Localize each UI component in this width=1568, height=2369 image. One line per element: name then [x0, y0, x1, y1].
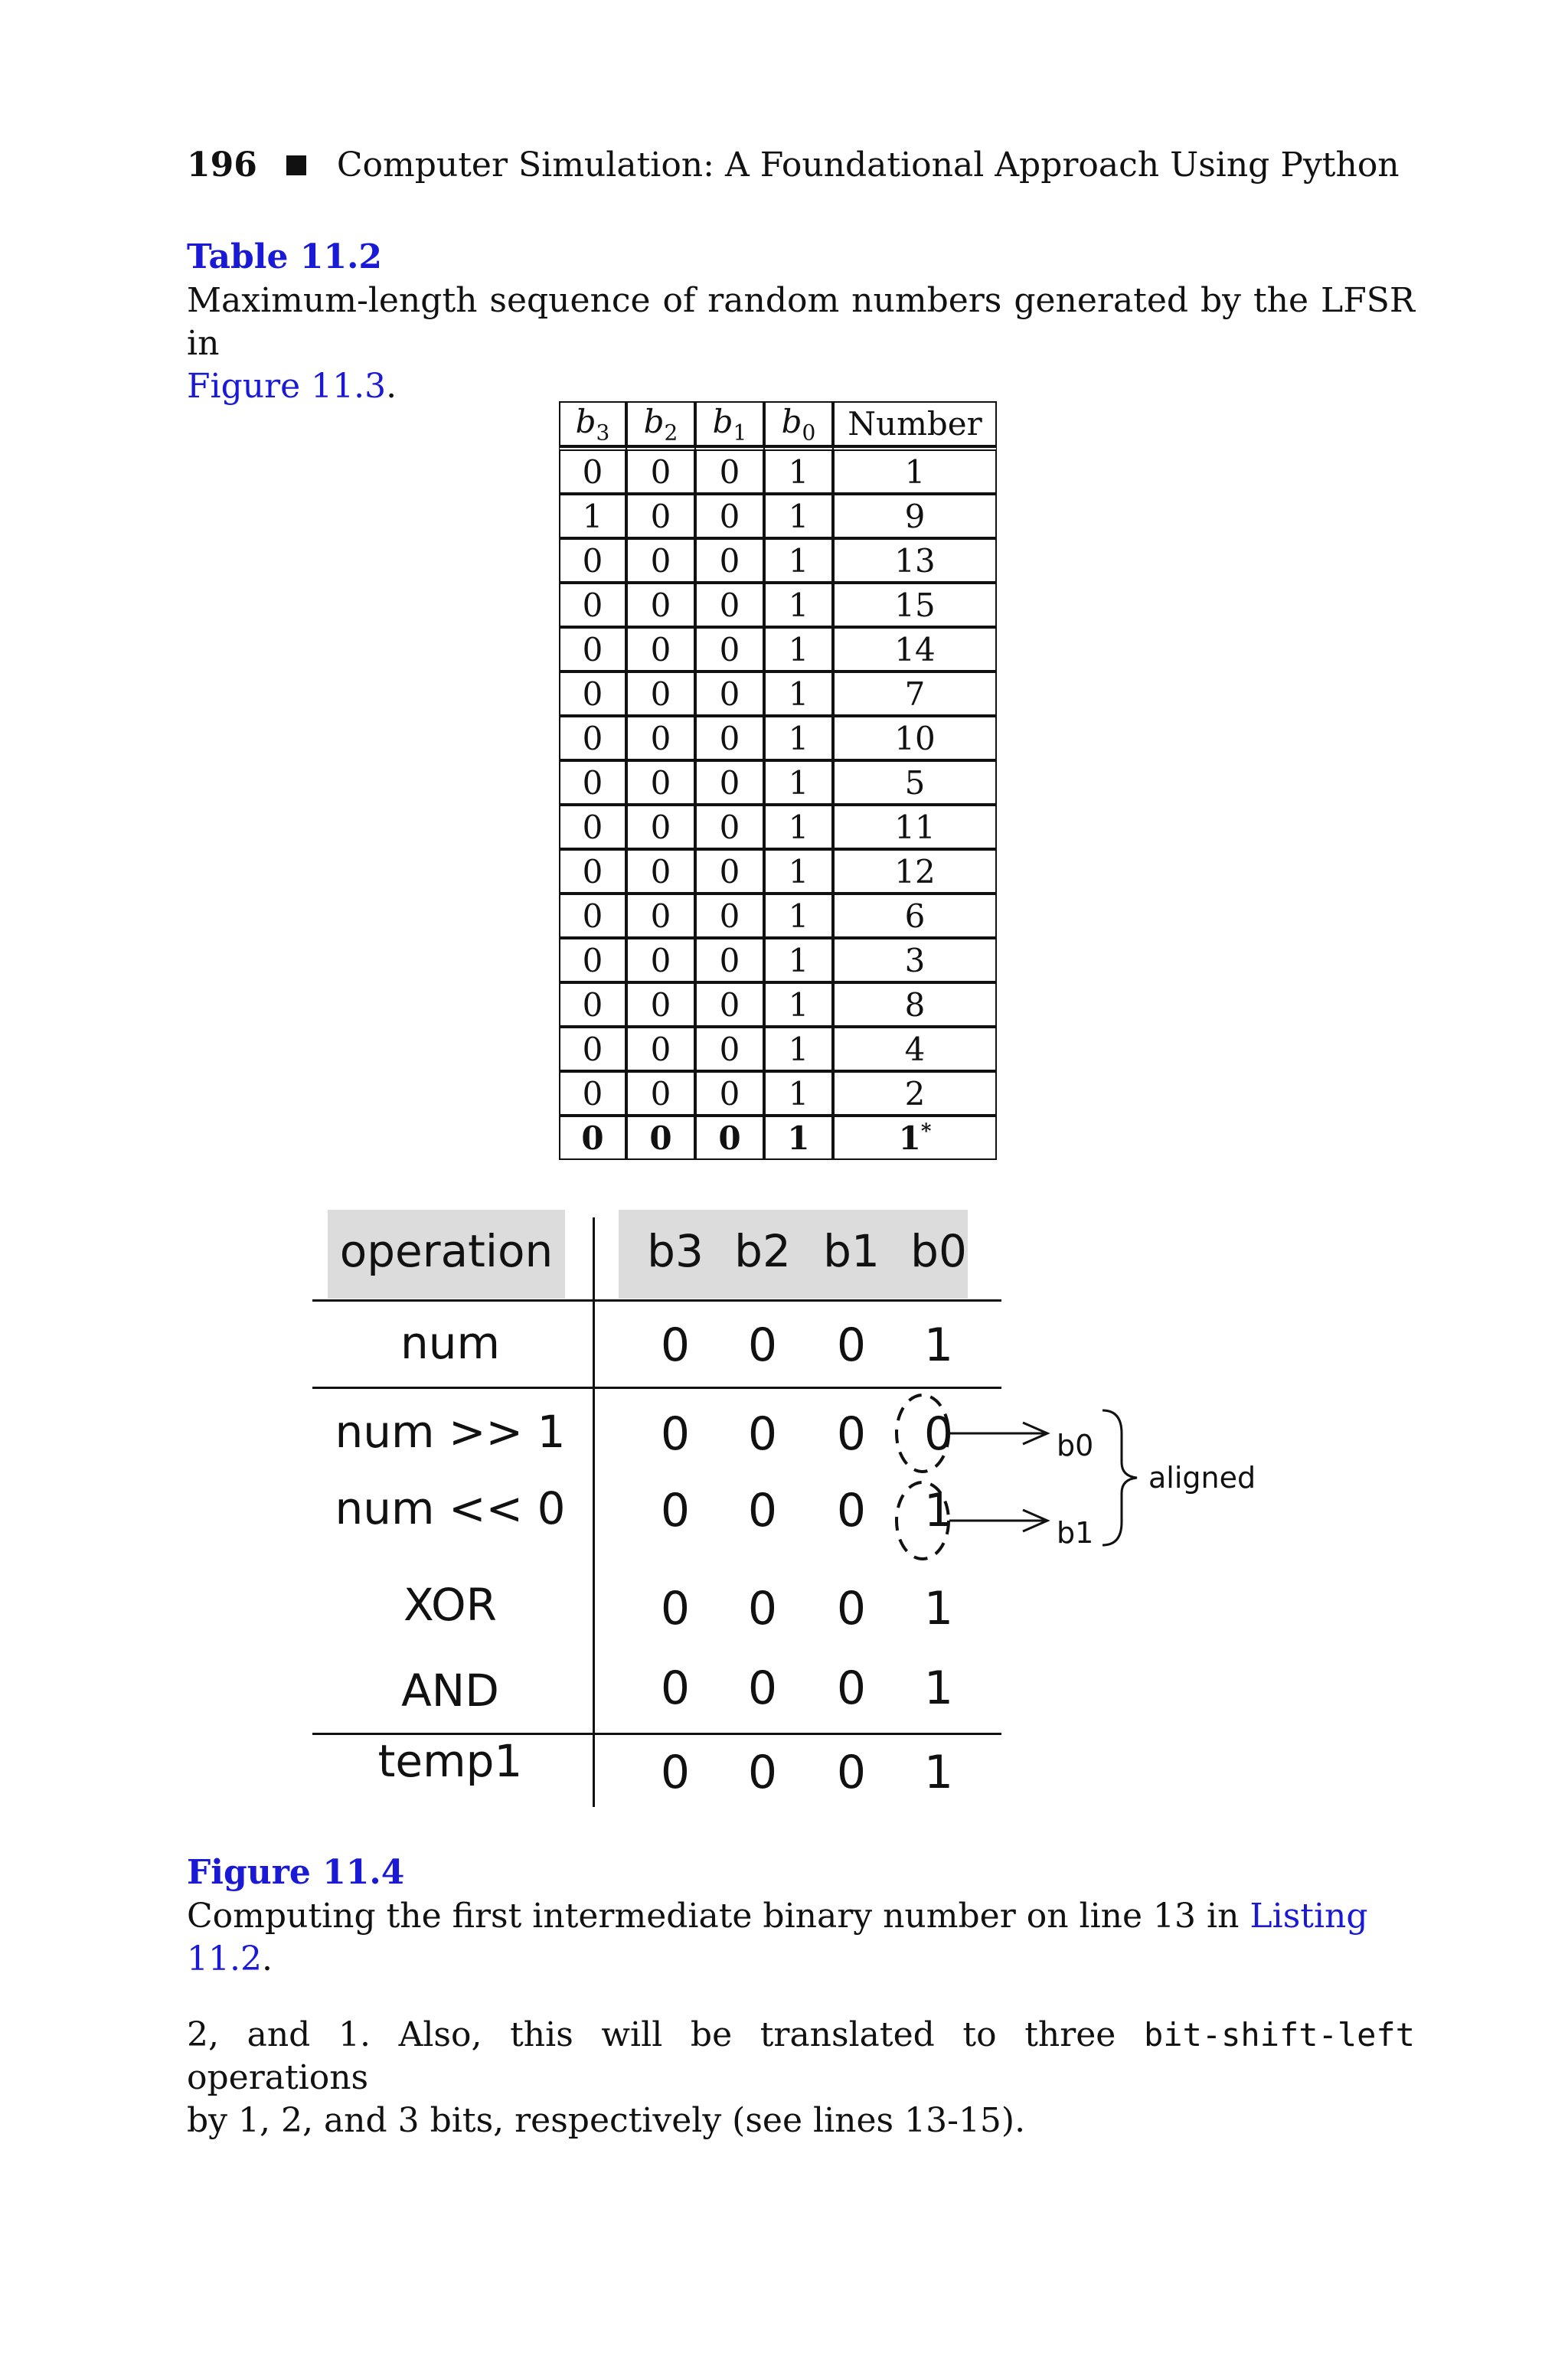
- table-cell: 0: [626, 494, 695, 538]
- table-row: [559, 494, 997, 538]
- bit-value: 0: [660, 1662, 691, 1715]
- table-header-row: [559, 401, 997, 446]
- label-aligned: aligned: [1148, 1461, 1256, 1495]
- bit-header-b2: b2: [734, 1225, 791, 1277]
- table-cell: 7: [833, 671, 997, 716]
- table-cell: 0: [695, 446, 764, 494]
- table-cell: 1: [559, 494, 626, 538]
- bit-value: 0: [660, 1746, 691, 1799]
- table-cell: 1: [764, 938, 833, 982]
- label-b0: b0: [1057, 1429, 1094, 1462]
- table-cell: 1*: [833, 1116, 997, 1160]
- table-cell: 0: [695, 671, 764, 716]
- col-b0: $b_0$: [764, 401, 833, 446]
- table-row: [559, 1071, 997, 1116]
- table-caption-label: Table 11.2: [187, 237, 382, 276]
- operation-label: num << 0: [335, 1482, 566, 1534]
- bit-value: 1: [923, 1582, 954, 1635]
- table-row: [559, 1027, 997, 1071]
- table-cell: 8: [833, 982, 997, 1027]
- bit-value: 1: [923, 1662, 954, 1715]
- bit-value: 0: [747, 1484, 778, 1537]
- table-cell: 0: [695, 982, 764, 1027]
- table-cell: 0: [559, 671, 626, 716]
- repeat-marker: *: [920, 1119, 932, 1143]
- table-cell: 1: [764, 583, 833, 627]
- label-b1: b1: [1057, 1516, 1094, 1550]
- bit-value: 0: [836, 1407, 867, 1461]
- col-b3: $b_3$: [559, 401, 626, 446]
- table-cell: 0: [626, 849, 695, 894]
- table-cell: 0: [559, 849, 626, 894]
- table-cell: 0: [559, 760, 626, 805]
- table-cell: 0: [559, 805, 626, 849]
- caption-period: .: [386, 367, 397, 406]
- table-caption-text: Maximum-length sequence of random numbers generated by the LFSR in: [187, 281, 1415, 363]
- table-row: [559, 671, 997, 716]
- figure-caption-period: .: [261, 1939, 273, 1979]
- bit-value: 0: [660, 1318, 691, 1372]
- table-cell: 1: [764, 627, 833, 671]
- book-title: Computer Simulation: A Foundational Approach Using Python: [336, 145, 1400, 185]
- operation-label: XOR: [403, 1579, 497, 1631]
- table-cell: 0: [559, 1027, 626, 1071]
- table-cell: 1: [764, 1071, 833, 1116]
- bit-value: 0: [836, 1582, 867, 1635]
- table-cell: 1: [764, 538, 833, 583]
- table-cell: 0: [559, 627, 626, 671]
- table-cell: 0: [695, 1116, 764, 1160]
- table-cell: 1: [764, 760, 833, 805]
- bit-value: 0: [923, 1407, 954, 1461]
- rule-after-num: [312, 1387, 1001, 1389]
- bit-header-b3: b3: [647, 1225, 704, 1277]
- bit-value: 0: [747, 1662, 778, 1715]
- running-header: [187, 145, 1400, 185]
- figure-link[interactable]: Figure 11.3: [187, 367, 387, 406]
- table-row: [559, 938, 997, 982]
- page-number: 196: [187, 145, 257, 185]
- table-caption: [187, 237, 1415, 408]
- table-cell: 0: [626, 1116, 695, 1160]
- table-cell: 0: [559, 446, 626, 494]
- table-cell: 1: [764, 494, 833, 538]
- bit-value: 1: [923, 1484, 954, 1537]
- table-cell: 10: [833, 716, 997, 760]
- table-cell: 1: [764, 894, 833, 938]
- bit-value: 0: [836, 1746, 867, 1799]
- table-cell: 0: [695, 716, 764, 760]
- col-number: Number: [833, 401, 997, 446]
- table-row: [559, 1116, 997, 1160]
- operation-label: num: [400, 1317, 501, 1369]
- figure-caption-label: Figure 11.4: [187, 1853, 405, 1892]
- table-cell: 0: [626, 538, 695, 583]
- bit-value: 0: [836, 1662, 867, 1715]
- table-cell: 0: [559, 583, 626, 627]
- dashed-circle-bottom: [897, 1482, 949, 1559]
- bit-value: 0: [747, 1746, 778, 1799]
- table-cell: 1: [764, 982, 833, 1027]
- table-cell: 0: [559, 1071, 626, 1116]
- table-cell: 0: [626, 671, 695, 716]
- table-cell: 0: [559, 538, 626, 583]
- figure-caption-body: Computing the first intermediate binary number on line 13 in: [187, 1897, 1240, 1936]
- operation-label: temp1: [377, 1735, 523, 1787]
- table-row: [559, 982, 997, 1027]
- listing-link[interactable]: Listing 11.2: [187, 1897, 1368, 1979]
- header-square-icon: [286, 155, 306, 175]
- table-row: [559, 446, 997, 494]
- table-cell: 0: [626, 760, 695, 805]
- table-row: [559, 760, 997, 805]
- table-cell: 0: [559, 982, 626, 1027]
- table-cell: 0: [626, 627, 695, 671]
- table-cell: 0: [695, 627, 764, 671]
- table-cell: 0: [695, 494, 764, 538]
- bit-value: 0: [836, 1318, 867, 1372]
- bit-value: 0: [747, 1582, 778, 1635]
- col-b2: $b_2$: [626, 401, 695, 446]
- table-row: [559, 583, 997, 627]
- bit-value: 0: [660, 1407, 691, 1461]
- table-cell: 0: [559, 938, 626, 982]
- table-body: [559, 446, 997, 1160]
- table-cell: 12: [833, 849, 997, 894]
- table-cell: 1: [764, 1116, 833, 1160]
- vertical-divider: [593, 1217, 595, 1807]
- table-cell: 11: [833, 805, 997, 849]
- table-cell: 0: [626, 1071, 695, 1116]
- table-cell: 0: [559, 894, 626, 938]
- table-cell: 0: [626, 805, 695, 849]
- table-row: [559, 538, 997, 583]
- bit-value: 0: [747, 1407, 778, 1461]
- dashed-circle-top: [897, 1395, 949, 1472]
- table-row: [559, 805, 997, 849]
- table-cell: 0: [626, 938, 695, 982]
- table-cell: 0: [626, 982, 695, 1027]
- table-row: [559, 627, 997, 671]
- bit-header-b0: b0: [910, 1225, 967, 1277]
- table-cell: 0: [626, 894, 695, 938]
- table-row: [559, 849, 997, 894]
- operation-label: num >> 1: [335, 1406, 566, 1458]
- bit-header-b1: b1: [823, 1225, 880, 1277]
- body-line-2: by 1, 2, and 3 bits, respectively (see lines 13-15).: [187, 2101, 1026, 2140]
- table-cell: 3: [833, 938, 997, 982]
- table-cell: 9: [833, 494, 997, 538]
- table-cell: 1: [764, 805, 833, 849]
- table-cell: 0: [695, 849, 764, 894]
- lfsr-table: [559, 401, 997, 1160]
- table-cell: 2: [833, 1071, 997, 1116]
- table-cell: 0: [626, 583, 695, 627]
- table-row: [559, 716, 997, 760]
- bit-value: 0: [747, 1318, 778, 1372]
- col-b1: $b_1$: [695, 401, 764, 446]
- table-row: [559, 894, 997, 938]
- table-cell: 0: [695, 1071, 764, 1116]
- table-cell: 0: [626, 1027, 695, 1071]
- operation-header: operation: [339, 1225, 554, 1277]
- figure-caption: [187, 1853, 1415, 1981]
- bit-value: 0: [660, 1582, 691, 1635]
- body-text-1b: operations: [187, 2058, 369, 2097]
- bit-value: 0: [660, 1484, 691, 1537]
- bit-value: 1: [923, 1318, 954, 1372]
- table-cell: 0: [626, 716, 695, 760]
- body-text-1a: 2, and 1. Also, this will be translated to three: [187, 2015, 1116, 2054]
- table-cell: 14: [833, 627, 997, 671]
- table-cell: 0: [559, 716, 626, 760]
- table-cell: 1: [833, 446, 997, 494]
- table-cell: 0: [695, 538, 764, 583]
- table-cell: 6: [833, 894, 997, 938]
- table-cell: 0: [695, 583, 764, 627]
- inline-code: bit-shift-left: [1144, 2016, 1416, 2054]
- table-cell: 0: [695, 1027, 764, 1071]
- body-paragraph: [187, 2014, 1415, 2142]
- table-cell: 1: [764, 671, 833, 716]
- table-cell: 0: [559, 1116, 626, 1160]
- table-cell: 1: [764, 849, 833, 894]
- operation-label: AND: [401, 1665, 499, 1717]
- table-cell: 0: [695, 805, 764, 849]
- table-cell: 0: [695, 760, 764, 805]
- body-line-1: [187, 2014, 1415, 2099]
- table-cell: 0: [626, 446, 695, 494]
- table-cell: 13: [833, 538, 997, 583]
- bit-value: 0: [836, 1484, 867, 1537]
- lfsr-table-wrapper: [559, 401, 997, 1160]
- table-cell: 1: [764, 1027, 833, 1071]
- rule-after-header: [312, 1299, 1001, 1302]
- figure-caption-text: [187, 1895, 1415, 1981]
- table-cell: 4: [833, 1027, 997, 1071]
- table-cell: 1: [764, 716, 833, 760]
- table-cell: 0: [695, 938, 764, 982]
- bit-value: 1: [923, 1746, 954, 1799]
- table-cell: 0: [695, 894, 764, 938]
- brace-icon: [1102, 1410, 1137, 1545]
- table-cell: 15: [833, 583, 997, 627]
- table-cell: 5: [833, 760, 997, 805]
- table-cell: 1: [764, 446, 833, 494]
